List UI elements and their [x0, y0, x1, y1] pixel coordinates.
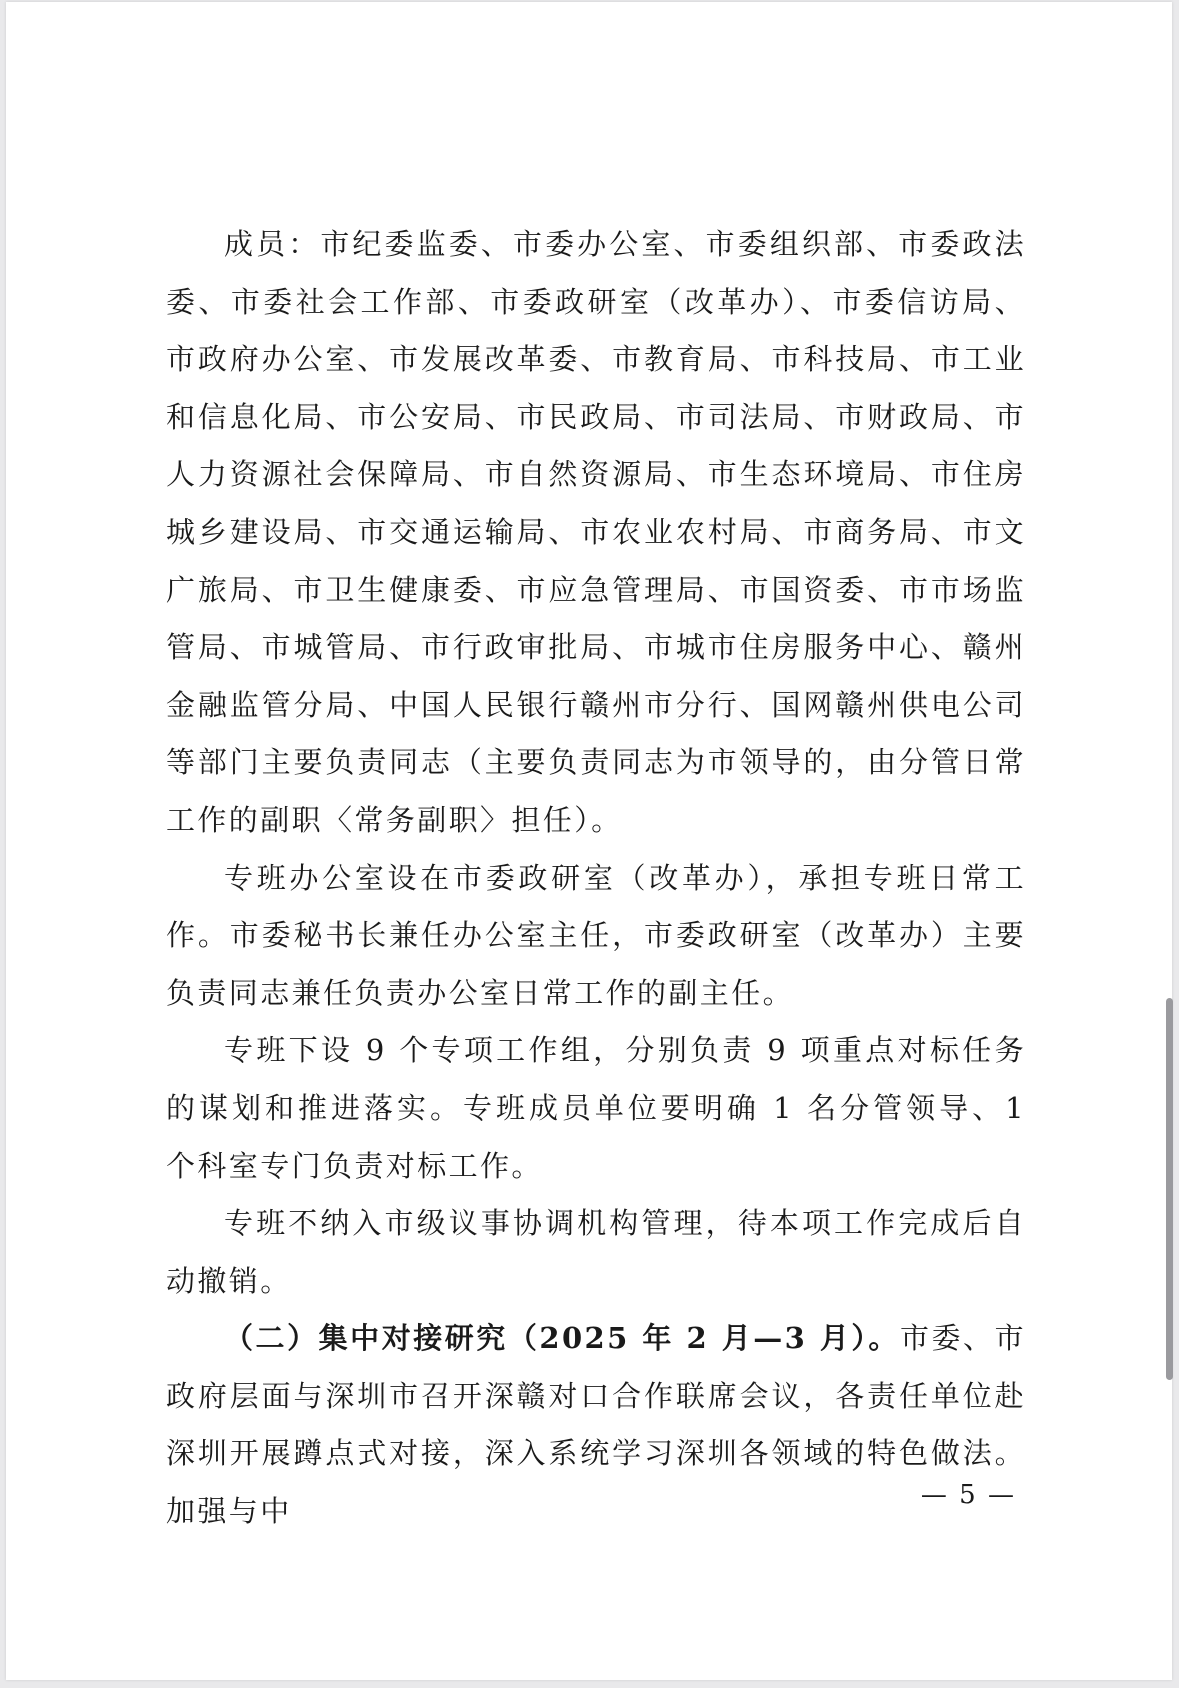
section-heading: （二）集中对接研究（2025 年 2 月—3 月）。: [224, 1321, 900, 1356]
paragraph-working-groups: 专班下设 9 个专项工作组，分别负责 9 项重点对标任务的谋划和推进落实。专班成员单位要明确 1 名分管领导、1 个科室专门负责对标工作。: [166, 1033, 1026, 1183]
page-number: — 5 —: [920, 1480, 1016, 1510]
document-page: [6, 2, 1172, 1680]
vertical-scrollbar[interactable]: [1166, 998, 1173, 1380]
page-body: [166, 216, 1026, 1541]
paragraph-dissolution: 专班不纳入市级议事协调机构管理，待本项工作完成后自动撤销。: [166, 1206, 1026, 1298]
section-body: 市委、市政府层面与深圳市召开深赣对口合作联席会议，各责任单位赴深圳开展蹲点式对接，深入系统学习深圳各领域的特色做法。加强与中: [166, 1321, 1026, 1529]
paragraph-members: 成员：市纪委监委、市委办公室、市委组织部、市委政法委、市委社会工作部、市委政研室（改革办）、市委信访局、市政府办公室、市发展改革委、市教育局、市科技局、市工业和信息化局、市公安局、市民政局、市司法局、市财政局、市人力资源社会保障局、市自然资源局、市生态环境局、市住房城乡建设局、市交通运输局、市农业农村局、市商务局、市文广旅局、市卫生健康委、市应急管理局、市国资委、市市场监管局、市城管局、市行政审批局、市城市住房服务中心、赣州金融监管分局、中国人民银行赣州市分行、国网赣州供电公司等部门主要负责同志（主要负责同志为市领导的，由分管日常工作的副职〈常务副职〉担任）。: [166, 227, 1026, 837]
paragraph-office: 专班办公室设在市委政研室（改革办），承担专班日常工作。市委秘书长兼任办公室主任，市委政研室（改革办）主要负责同志兼任负责办公室日常工作的副主任。: [166, 860, 1026, 1010]
